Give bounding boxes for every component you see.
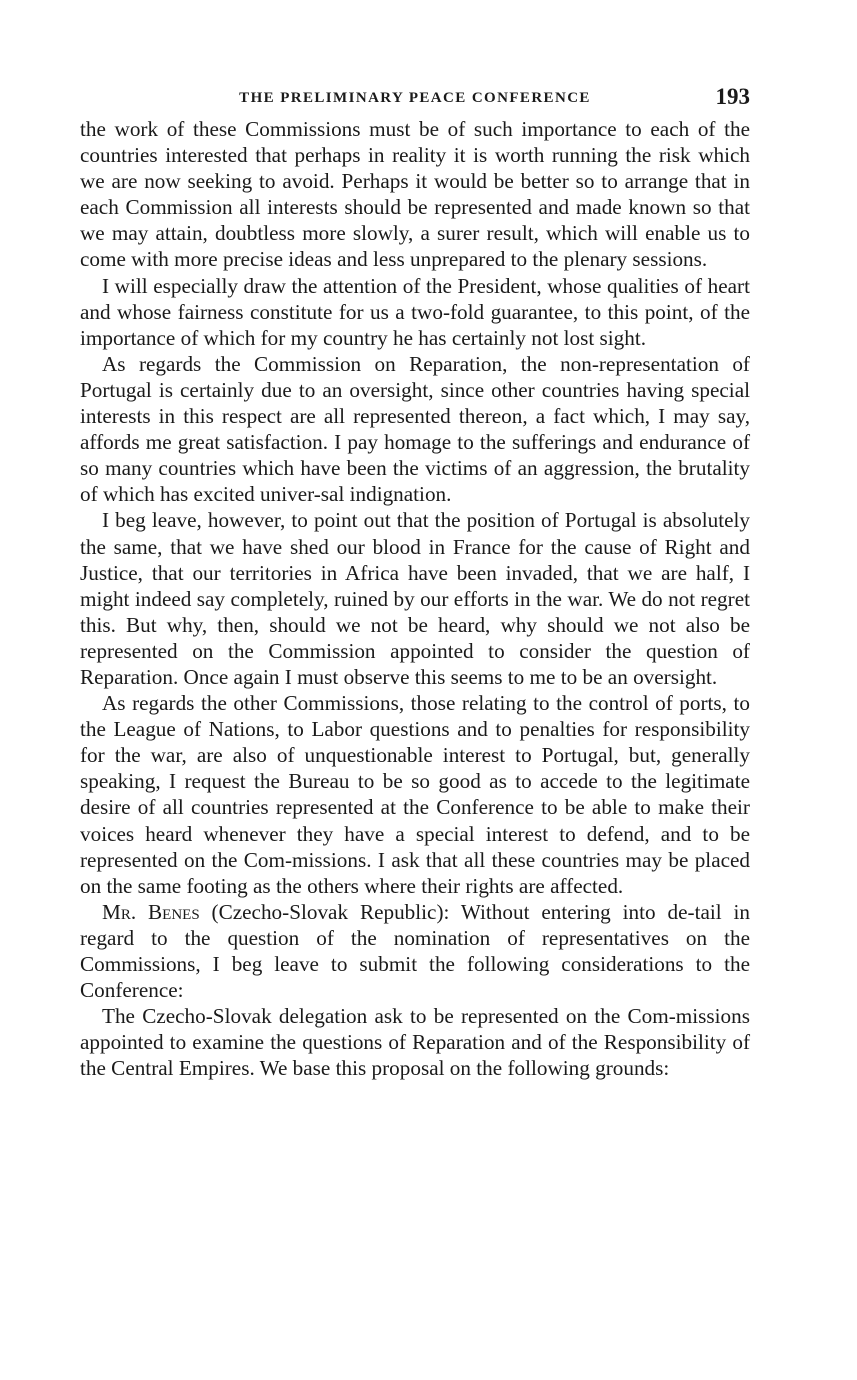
paragraph: The Czecho-Slovak delegation ask to be represented on the Com-missions appointed to examine the questions of Reparation and of the Responsibility of the Central Empires. We base this proposal on the following grounds: bbox=[80, 1004, 750, 1081]
book-page bbox=[80, 84, 750, 1081]
paragraph: As regards the other Commissions, those relating to the control of ports, to the League of Nations, to Labor questions and to penalties for responsibility for the war, are also of unquestionable interest to Portugal, but, generally speaking, I request the Bureau to be so good as to accede to the legitimate desire of all countries represented at the Conference to be able to make their voices heard whenever they have a special interest to defend, and to be represented on the Com-missions. I ask that all these countries may be placed on the same footing as the others where their rights are affected. bbox=[80, 691, 750, 898]
running-title: THE PRELIMINARY PEACE CONFERENCE bbox=[239, 90, 591, 106]
paragraph: I beg leave, however, to point out that the position of Portugal is absolutely the same, that we have shed our blood in France for the cause of Right and Justice, that our territories in Africa have been invaded, that we are half, I might indeed say completely, ruined by our efforts in the war. We do not regret this. But why, then, should we not be heard, why should we not also be represented on the Commission appointed to consider the question of Reparation. Once again I must observe this seems to me to be an oversight. bbox=[80, 508, 750, 689]
page-number: 193 bbox=[715, 84, 750, 109]
paragraph: As regards the Commission on Reparation, the non-representation of Portugal is certainly due to an oversight, since other countries having special interests in this respect are all represented thereon, a fact which, I may say, affords me great satisfaction. I pay homage to the sufferings and endurance of so many countries which have been the victims of an aggression, the brutality of which has excited univer-sal indignation. bbox=[80, 351, 750, 507]
speaker-statement: (Czecho-Slovak Republic): Without entering into de-tail in regard to the question of the nomination of representatives on the Commissions, I beg leave to submit the following considerations to the Conference: bbox=[80, 899, 750, 1003]
body-text bbox=[80, 116, 750, 1081]
running-header bbox=[80, 84, 750, 116]
paragraph: the work of these Commissions must be of such importance to each of the countries interested that perhaps in reality it is worth running the risk which we are now seeking to avoid. Perhaps it would be better so to arrange that in each Commission all interests should be represented and made known so that we may attain, doubtless more slowly, a surer result, which will enable us to come with more precise ideas and less unprepared to the plenary sessions. bbox=[80, 117, 750, 272]
paragraph: I will especially draw the attention of the President, whose qualities of heart and whose fairness constitute for us a two-fold guarantee, to this point, of the importance of which for my country he has certainly not lost sight. bbox=[80, 273, 750, 350]
speaker-paragraph bbox=[80, 899, 750, 1003]
speaker-name: Mr. Benes bbox=[102, 899, 200, 924]
